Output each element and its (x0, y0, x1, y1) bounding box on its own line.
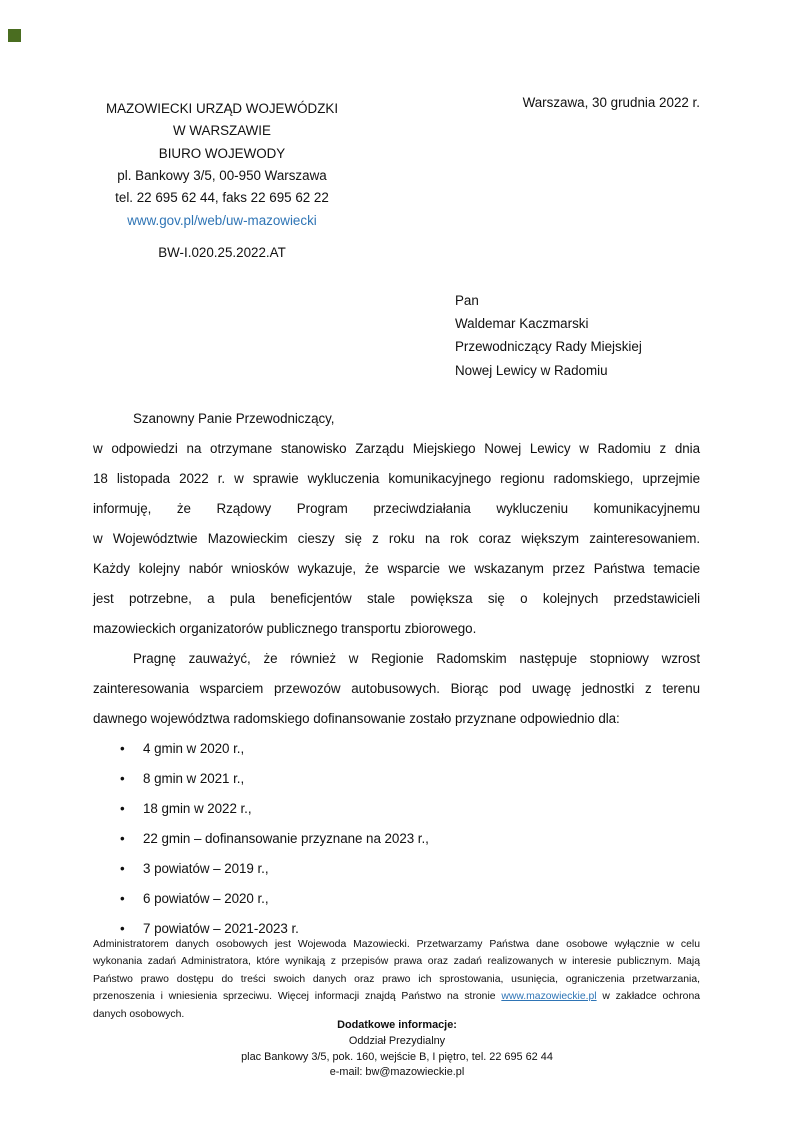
privacy-line-text: przenoszenia i wniesienia sprzeciwu. Więcej informacji znajdą Państwo na stronie (93, 991, 502, 1003)
body-line: 18 listopada 2022 r. w sprawie wykluczenia komunikacyjnego regionu radomskiego, uprzejmie (93, 471, 700, 486)
privacy-notice (93, 936, 700, 1023)
salutation: Szanowny Panie Przewodniczący, (133, 411, 335, 426)
bullet-text: 7 powiatów – 2021-2023 r. (143, 921, 299, 936)
bullet-icon: • (120, 891, 125, 906)
body-line: w odpowiedzi na otrzymane stanowisko Zarządu Miejskiego Nowej Lewicy w Radomiu z dnia (93, 441, 700, 456)
letterhead-phone-fax: tel. 22 695 62 44, faks 22 695 62 22 (115, 190, 329, 206)
bullet-text: 3 powiatów – 2019 r., (143, 861, 269, 876)
bullet-item (93, 734, 700, 764)
letter-date: Warszawa, 30 grudnia 2022 r. (522, 95, 700, 110)
recipient-line: Waldemar Kaczmarski (455, 316, 589, 332)
letterhead (91, 98, 353, 232)
privacy-line: Państwo prawo dostępu do treści swoich danych oraz prawo ich sprostowania, usunięcia, ograniczenia przetwarzania, (93, 973, 700, 985)
website-link[interactable]: www.gov.pl/web/uw-mazowiecki (127, 212, 317, 228)
body-line: Każdy kolejny nabór wniosków wykazuje, że wsparcie we wskazanym przez Państwa temacie (93, 561, 700, 576)
green-marker-square (8, 29, 21, 42)
privacy-line: danych osobowych. (93, 1008, 185, 1020)
bullet-text: 8 gmin w 2021 r., (143, 771, 245, 786)
bullet-item (93, 794, 700, 824)
org-name-line: BIURO WOJEWODY (158, 145, 286, 161)
org-name-line: W WARSZAWIE (173, 123, 271, 139)
footer-info (0, 1018, 794, 1081)
bullet-icon: • (120, 771, 125, 786)
bullet-item (93, 854, 700, 884)
bullet-icon: • (120, 831, 125, 846)
bullet-item (93, 824, 700, 854)
recipient-line: Pan (455, 293, 479, 308)
bullet-icon: • (120, 741, 125, 756)
body-line: w Województwie Mazowieckim cieszy się z roku na rok coraz większym zainteresowaniem. (93, 531, 700, 546)
recipient-line: Nowej Lewicy w Radomiu (455, 362, 608, 378)
body-line: zainteresowania wsparciem przewozów autobusowych. Biorąc pod uwagę jednostki z terenu (93, 681, 700, 696)
footer-email: e-mail: bw@mazowieckie.pl (329, 1066, 465, 1079)
letter-body (93, 404, 700, 944)
bullet-item (93, 764, 700, 794)
recipient-line: Przewodniczący Rady Miejskiej (455, 339, 642, 355)
reference-number: BW-I.020.25.2022.AT (158, 245, 286, 260)
body-line: dawnego województwa radomskiego dofinansowanie zostało przyznane odpowiednio dla: (93, 711, 620, 726)
bullet-text: 22 gmin – dofinansowanie przyznane na 2023 r., (143, 831, 429, 846)
org-name-line: MAZOWIECKI URZĄD WOJEWÓDZKI (105, 101, 339, 116)
footer-department: Oddział Prezydialny (348, 1034, 446, 1047)
footer-address: plac Bankowy 3/5, pok. 160, wejście B, I piętro, tel. 22 695 62 44 (241, 1050, 553, 1063)
letterhead-address: pl. Bankowy 3/5, 00-950 Warszawa (117, 168, 327, 184)
privacy-line: Administratorem danych osobowych jest Wojewoda Mazowiecki. Przetwarzamy Państwa dane osobowe wyłącznie w celu (93, 939, 700, 950)
bullet-icon: • (120, 801, 125, 816)
body-line: mazowieckich organizatorów publicznego transportu zbiorowego. (93, 621, 477, 636)
bullet-icon: • (120, 861, 125, 876)
privacy-line-text: w zakładce ochrona (596, 991, 700, 1003)
privacy-link[interactable]: www.mazowieckie.pl (501, 991, 597, 1003)
privacy-line: wykonania zadań Administratora, które wynikają z przepisów prawa oraz zadań realizowanych w interesie publicznym. Mają (93, 956, 700, 968)
bullet-item (93, 884, 700, 914)
bullet-text: 18 gmin w 2022 r., (143, 801, 252, 816)
bullet-list (93, 734, 700, 944)
body-line: jest potrzebne, a pula beneficjentów stale powiększa się o kolejnych przedstawicieli (93, 591, 700, 606)
body-line: Pragnę zauważyć, że również w Regionie Radomskim następuje stopniowy wzrost (133, 651, 700, 666)
recipient-block (455, 289, 642, 382)
privacy-line (93, 988, 700, 1005)
bullet-text: 4 gmin w 2020 r., (143, 741, 245, 756)
body-line: informuję, że Rządowy Program przeciwdziałania wykluczeniu komunikacyjnemu (93, 501, 700, 516)
footer-heading: Dodatkowe informacje: (337, 1019, 457, 1031)
bullet-text: 6 powiatów – 2020 r., (143, 891, 269, 906)
bullet-icon: • (120, 921, 125, 936)
